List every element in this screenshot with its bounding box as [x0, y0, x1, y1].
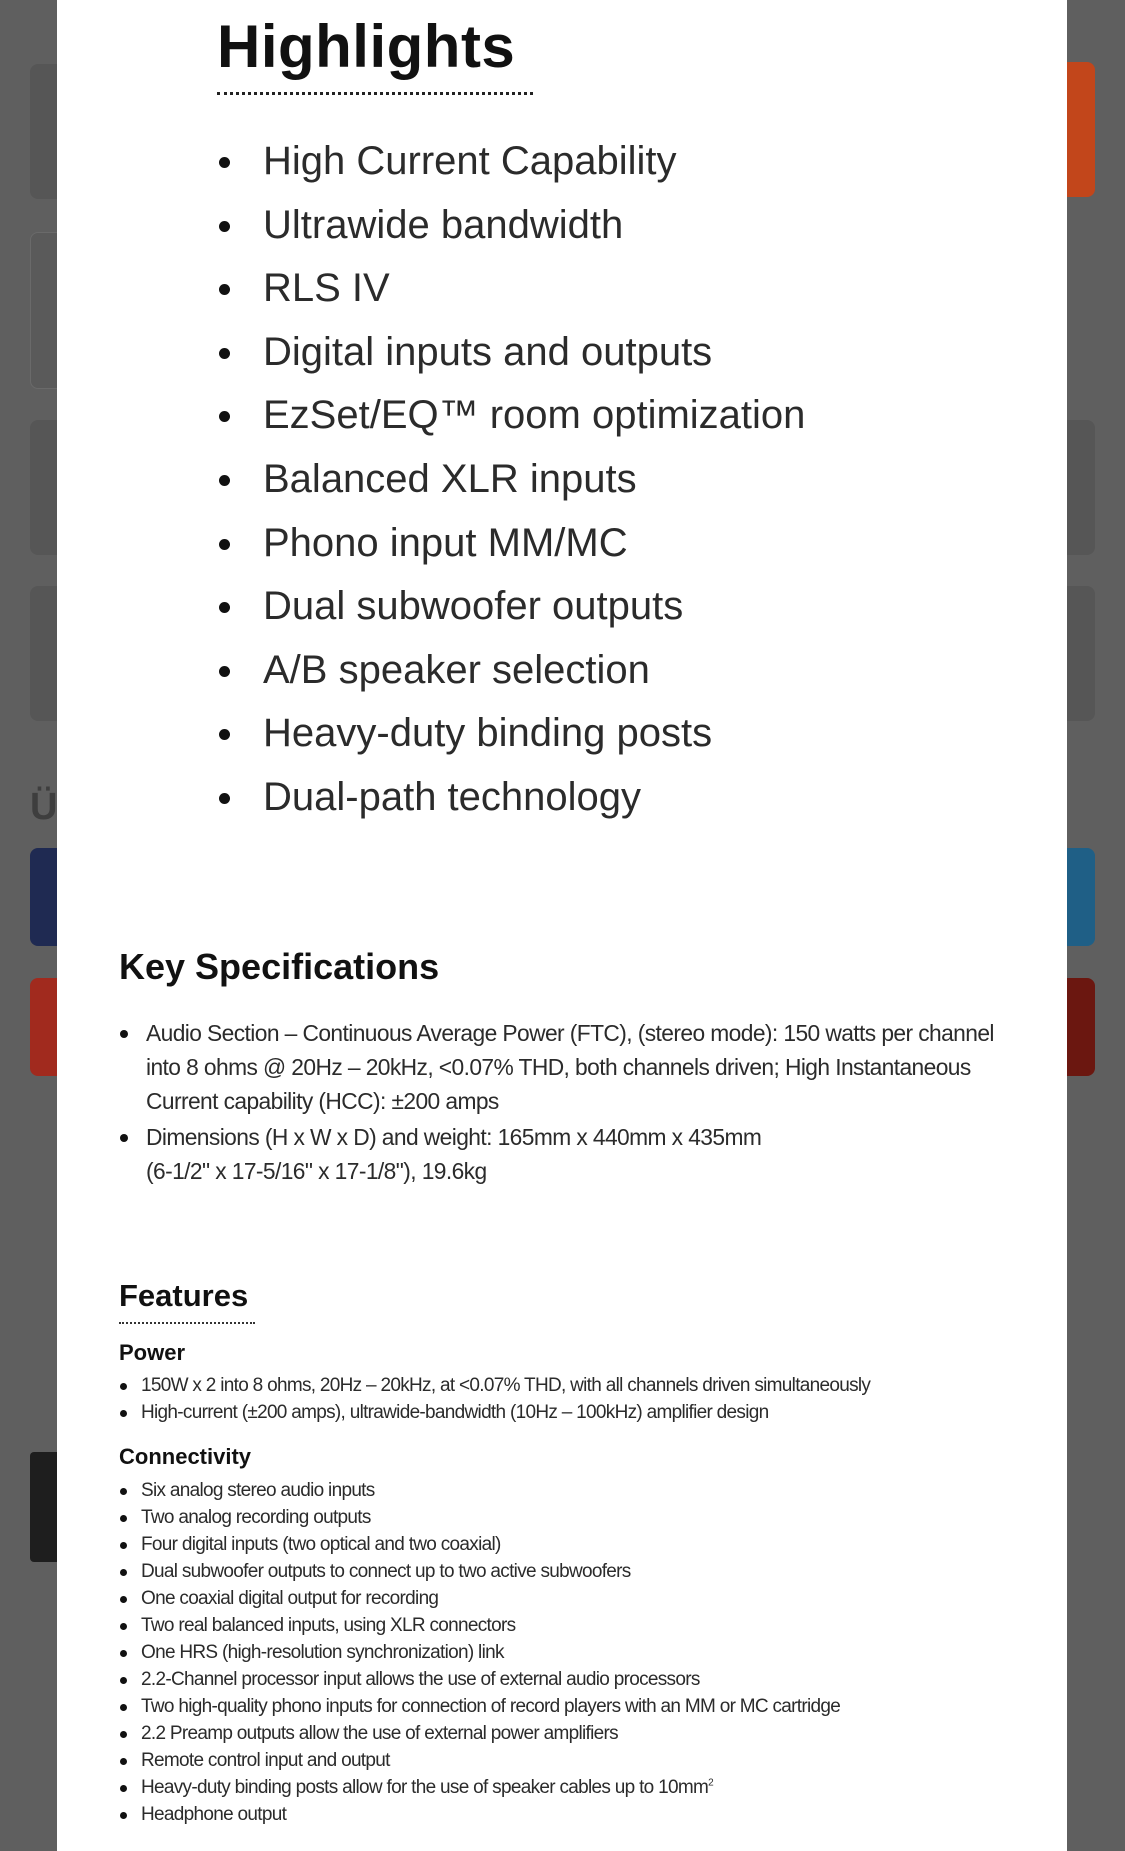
spec-line: Audio Section – Continuous Average Power (FTC), (stereo mode): 150 watts per channel [146, 1020, 994, 1046]
spec-item [119, 1120, 1067, 1188]
highlight-item: RLS IV [217, 257, 805, 321]
highlight-item: A/B speaker selection [217, 639, 805, 703]
connectivity-item: 2.2 Preamp outputs allow the use of external power amplifiers [119, 1720, 840, 1747]
connectivity-item: Headphone output [119, 1801, 840, 1828]
connectivity-item: Six analog stereo audio inputs [119, 1477, 840, 1504]
highlight-item: Heavy-duty binding posts [217, 702, 805, 766]
connectivity-item: Two high-quality phono inputs for connection of record players with an MM or MC cartridge [119, 1693, 840, 1720]
highlights-list [217, 130, 805, 830]
connectivity-item-text: Heavy-duty binding posts allow for the use of speaker cables up to 10mm [141, 1777, 709, 1798]
highlight-item: Ultrawide bandwidth [217, 194, 805, 258]
connectivity-item: Two real balanced inputs, using XLR connectors [119, 1612, 840, 1639]
background-heading-letter: Ü [30, 786, 58, 828]
highlight-item: Balanced XLR inputs [217, 448, 805, 512]
connectivity-subtitle: Connectivity [119, 1444, 252, 1469]
features-underline [119, 1322, 255, 1324]
power-item: 150W x 2 into 8 ohms, 20Hz – 20kHz, at <0.07% THD, with all channels driven simultaneously [119, 1372, 870, 1399]
highlight-item: High Current Capability [217, 130, 805, 194]
highlight-item: EzSet/EQ™ room optimization [217, 384, 805, 448]
highlight-item: Phono input MM/MC [217, 512, 805, 576]
superscript-two: 2 [708, 1777, 713, 1789]
spec-line: Current capability (HCC): ±200 amps [146, 1088, 499, 1114]
highlight-item: Digital inputs and outputs [217, 321, 805, 385]
highlight-item: Dual-path technology [217, 766, 805, 830]
connectivity-item: Remote control input and output [119, 1747, 840, 1774]
power-list [119, 1372, 870, 1426]
highlight-item: Dual subwoofer outputs [217, 575, 805, 639]
connectivity-item: Four digital inputs (two optical and two coaxial) [119, 1531, 840, 1558]
key-specifications-list [119, 1016, 1067, 1190]
spec-line: Dimensions (H x W x D) and weight: 165mm x 440mm x 435mm [146, 1124, 762, 1150]
connectivity-item: Dual subwoofer outputs to connect up to two active subwoofers [119, 1558, 840, 1585]
key-specifications-title: Key Specifications [119, 946, 440, 987]
spec-item [119, 1016, 1067, 1118]
power-subtitle: Power [119, 1340, 186, 1365]
power-item: High-current (±200 amps), ultrawide-bandwidth (10Hz – 100kHz) amplifier design [119, 1399, 870, 1426]
connectivity-list [119, 1477, 840, 1828]
connectivity-item: One HRS (high-resolution synchronization) link [119, 1639, 840, 1666]
spec-line: (6-1/2" x 17-5/16" x 17-1/8"), 19.6kg [146, 1158, 487, 1184]
connectivity-item [119, 1774, 840, 1801]
spec-line: into 8 ohms @ 20Hz – 20kHz, <0.07% THD, both channels driven; High Instantaneous [146, 1054, 971, 1080]
connectivity-item: Two analog recording outputs [119, 1504, 840, 1531]
connectivity-item: One coaxial digital output for recording [119, 1585, 840, 1612]
highlights-title: Highlights [217, 13, 516, 80]
connectivity-item: 2.2-Channel processor input allows the use of external audio processors [119, 1666, 840, 1693]
features-title: Features [119, 1278, 249, 1313]
product-info-sheet[interactable] [57, 0, 1067, 1851]
highlights-underline [217, 92, 533, 95]
